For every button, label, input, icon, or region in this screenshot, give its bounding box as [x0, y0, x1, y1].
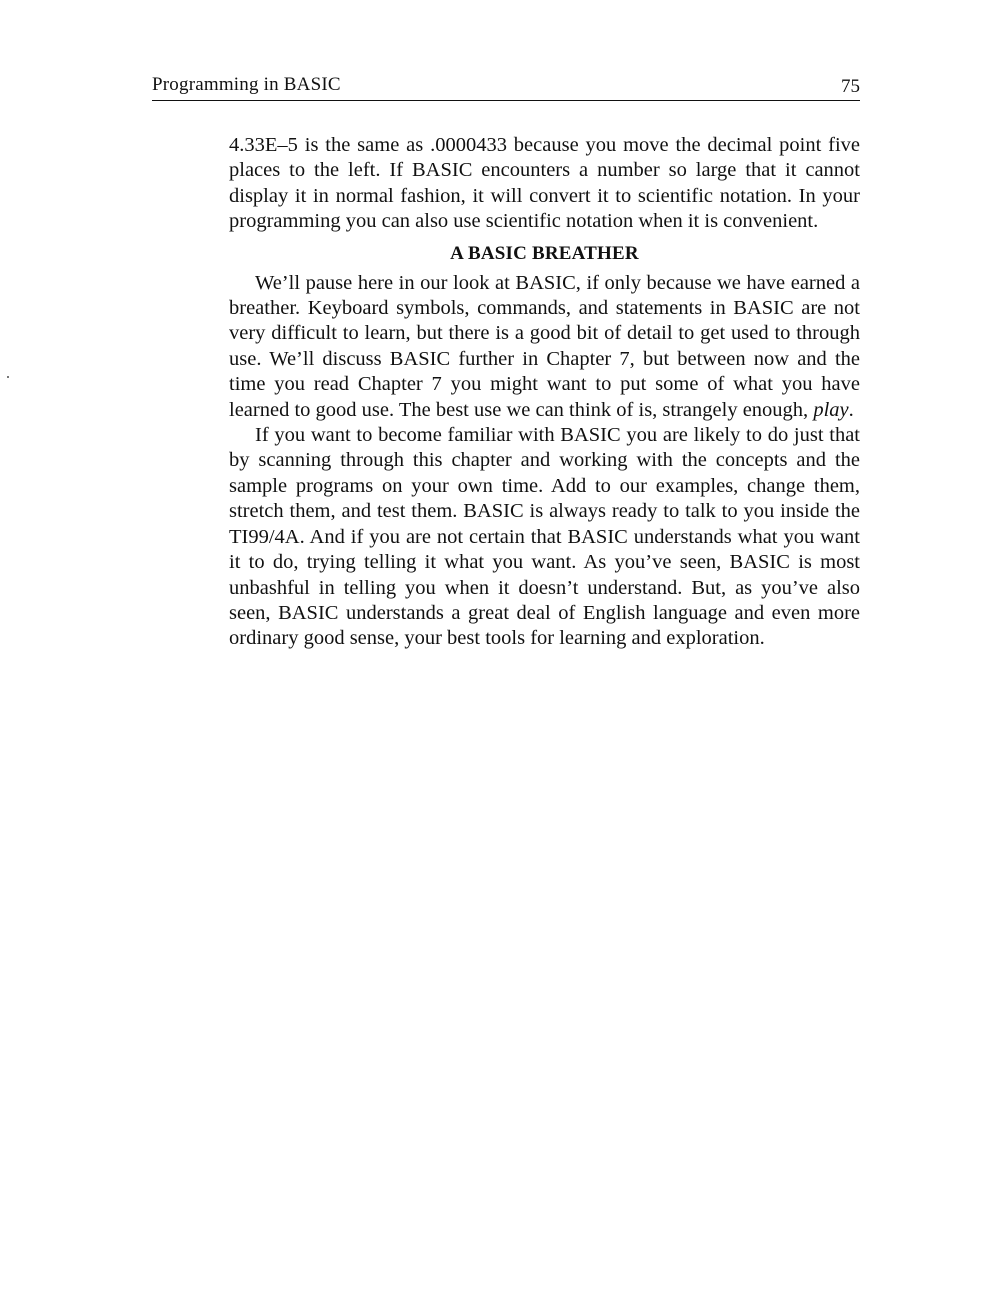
paragraph-breather-end: .	[848, 398, 854, 421]
running-head: Programming in BASIC	[152, 74, 341, 95]
paragraph-breather	[229, 271, 860, 423]
paragraph-become-familiar: If you want to become familiar with BASIC you are likely to do just that by scanning through this chapter and working with the concepts and the sample programs on your own time. Add to our examples, change them, stretch them, and test them. BASIC is always ready to talk to you inside the TI99/4A. And if you are not certain that BASIC understands what you want it to do, trying telling it what you want. As you’ve seen, BASIC is most unbashful in telling you when it doesn’t understand. But, as you’ve also seen, BASIC understands a great deal of English language and even more ordinary good sense, your best tools for learning and exploration.	[229, 424, 860, 650]
page-header	[152, 72, 860, 101]
scan-speck	[7, 376, 9, 378]
page-number: 75	[841, 76, 860, 97]
emphasis-play: play	[813, 398, 849, 421]
body-text	[229, 133, 860, 652]
paragraph-breather-text: We’ll pause here in our look at BASIC, if only because we have earned a breather. Keyboard symbols, commands, and statements in BASIC are not very difficult to learn, but there is a good bit of detail to get used to through use. We’ll discuss BASIC further in Chapter 7, but between now and the time you read Chapter 7 you might want to put some of what you have learned to good use. The best use we can think of is, strangely enough,	[229, 271, 860, 421]
paragraph-scientific-notation: 4.33E–5 is the same as .0000433 because you move the decimal point five places to the left. If BASIC encounters a number so large that it cannot display it in normal fashion, it will convert it to scientific notation. In your programming you can also use scientific notation when it is convenient.	[229, 134, 860, 233]
section-heading: A BASIC BREATHER	[450, 242, 639, 264]
